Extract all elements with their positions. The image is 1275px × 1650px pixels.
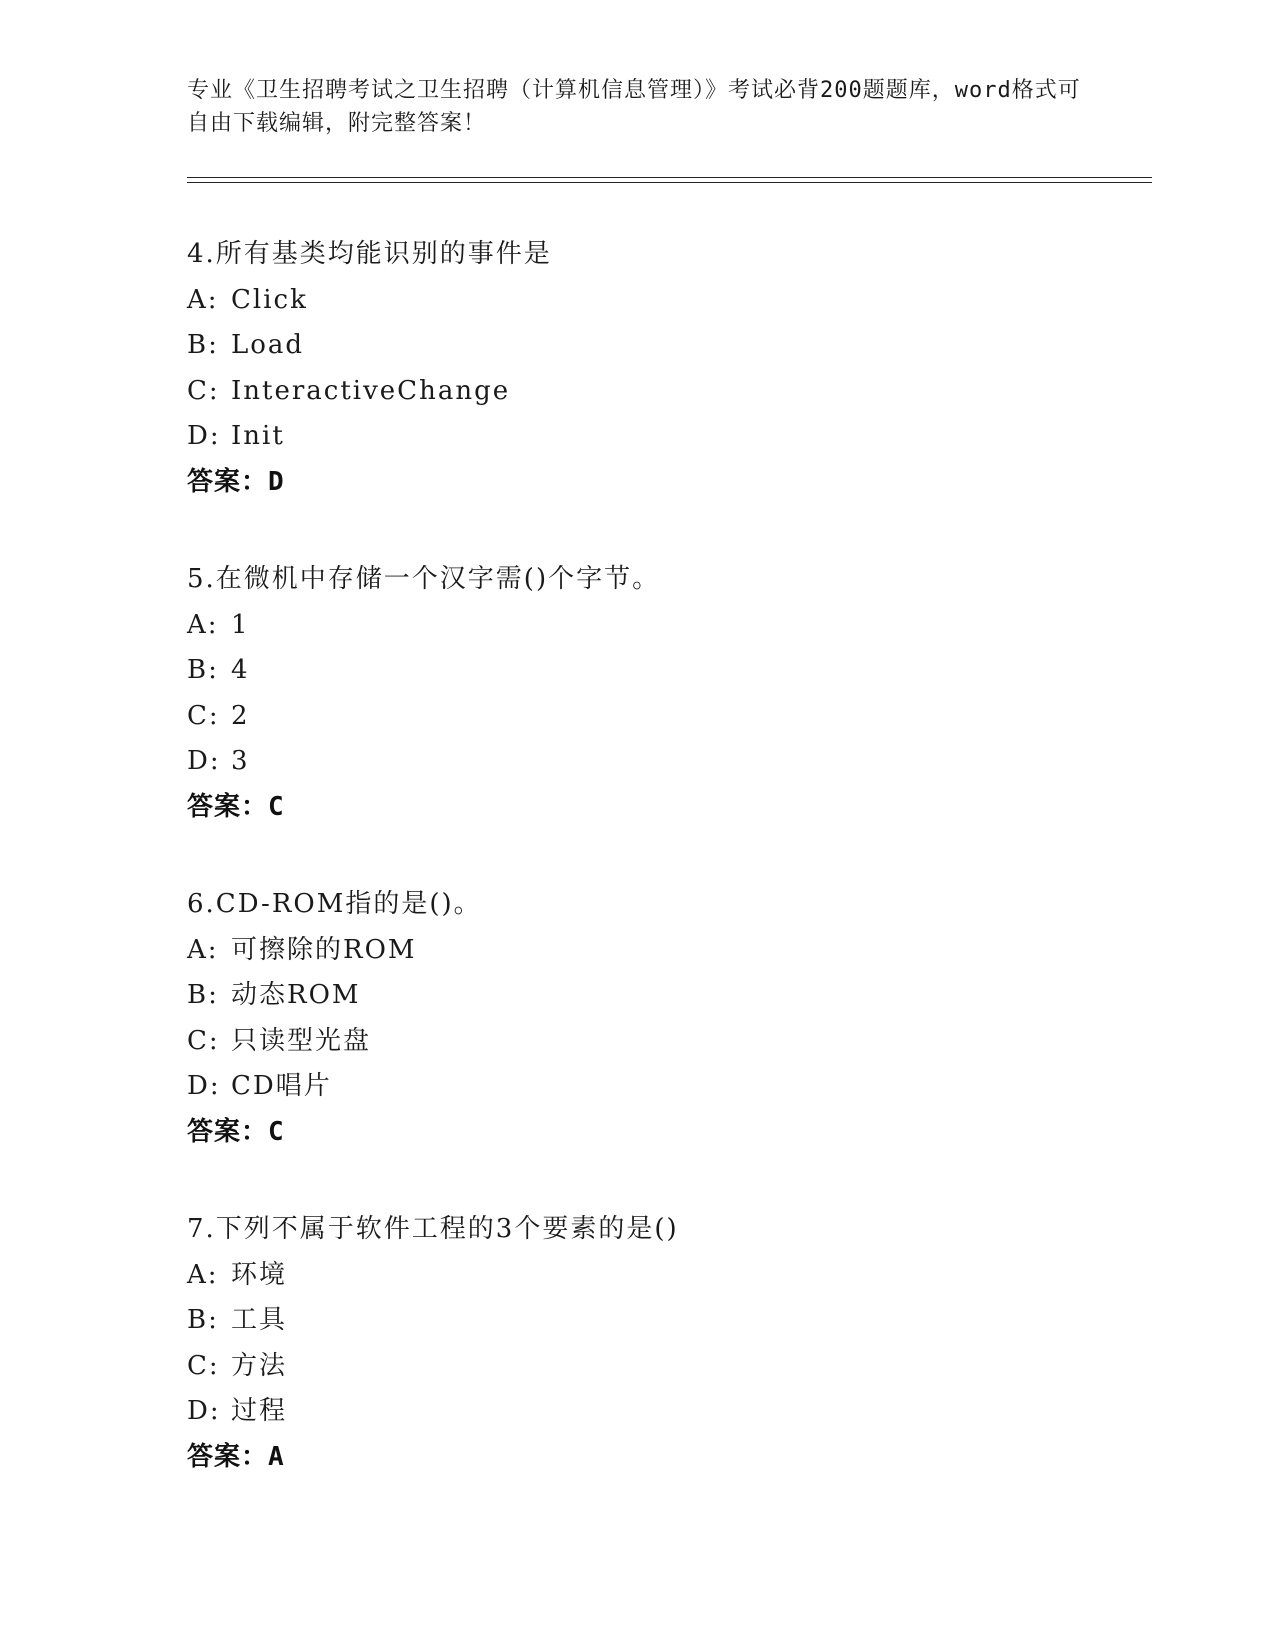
option-letter: A: <box>187 284 219 315</box>
answer-line: 答案：C <box>187 791 285 822</box>
option-c <box>187 1019 1147 1065</box>
option-letter: D: <box>187 1071 221 1101</box>
header-divider-top <box>187 177 1152 178</box>
option-c <box>187 1344 1147 1390</box>
option-letter: A: <box>187 1259 219 1290</box>
option-text: Init <box>231 421 285 451</box>
option-letter: C: <box>187 700 220 731</box>
option-text: 环境 <box>231 1259 288 1290</box>
option-letter: B: <box>187 655 219 685</box>
option-text: Click <box>231 284 308 315</box>
question-item <box>187 232 1147 505</box>
question-title: 5.在微机中存储一个汉字需()个字节。 <box>187 564 661 594</box>
question-item <box>187 557 1147 830</box>
option-text: 只读型光盘 <box>231 1025 372 1056</box>
option-text: CD唱片 <box>231 1071 332 1101</box>
option-text: 3 <box>231 746 250 776</box>
option-text: 方法 <box>231 1350 288 1381</box>
option-text: 4 <box>231 655 250 685</box>
option-letter: A: <box>187 934 219 965</box>
document-header: 专业《卫生招聘考试之卫生招聘（计算机信息管理）》考试必背200题题库，word格式可自由下载编辑，附完整答案！ <box>187 78 1081 136</box>
option-text: 工具 <box>231 1305 288 1335</box>
option-b <box>187 648 1147 694</box>
option-a <box>187 928 1147 974</box>
option-letter: C: <box>187 1025 220 1056</box>
option-letter: D: <box>187 421 221 451</box>
option-text: 1 <box>231 609 250 640</box>
option-letter: B: <box>187 330 219 360</box>
option-letter: A: <box>187 609 219 640</box>
option-letter: B: <box>187 1305 219 1335</box>
answer-line: 答案：D <box>187 466 285 497</box>
option-c <box>187 694 1147 740</box>
option-letter: D: <box>187 746 221 776</box>
option-text: InteractiveChange <box>231 375 511 406</box>
question-item <box>187 1207 1147 1480</box>
header-divider-bottom <box>187 182 1152 183</box>
option-text: 2 <box>231 700 250 731</box>
option-letter: D: <box>187 1396 221 1426</box>
question-title: 7.下列不属于软件工程的3个要素的是() <box>187 1214 679 1244</box>
answer-line: 答案：C <box>187 1116 285 1147</box>
question-title: 4.所有基类均能识别的事件是 <box>187 239 552 269</box>
question-title: 6.CD-ROM指的是()。 <box>187 889 482 919</box>
option-text: Load <box>231 330 305 360</box>
option-text: 过程 <box>231 1396 288 1426</box>
option-c <box>187 369 1147 415</box>
option-letter: C: <box>187 1350 220 1381</box>
option-a <box>187 1253 1147 1299</box>
option-d <box>187 414 1147 460</box>
answer-line: 答案：A <box>187 1441 285 1472</box>
option-text: 动态ROM <box>231 980 361 1010</box>
option-d <box>187 1064 1147 1110</box>
option-b <box>187 1298 1147 1344</box>
option-a <box>187 603 1147 649</box>
option-b <box>187 973 1147 1019</box>
option-letter: B: <box>187 980 219 1010</box>
question-item <box>187 882 1147 1155</box>
question-list <box>187 232 1147 1532</box>
option-d <box>187 1389 1147 1435</box>
option-text: 可擦除的ROM <box>231 934 417 965</box>
option-b <box>187 323 1147 369</box>
option-a <box>187 278 1147 324</box>
option-d <box>187 739 1147 785</box>
option-letter: C: <box>187 375 220 406</box>
